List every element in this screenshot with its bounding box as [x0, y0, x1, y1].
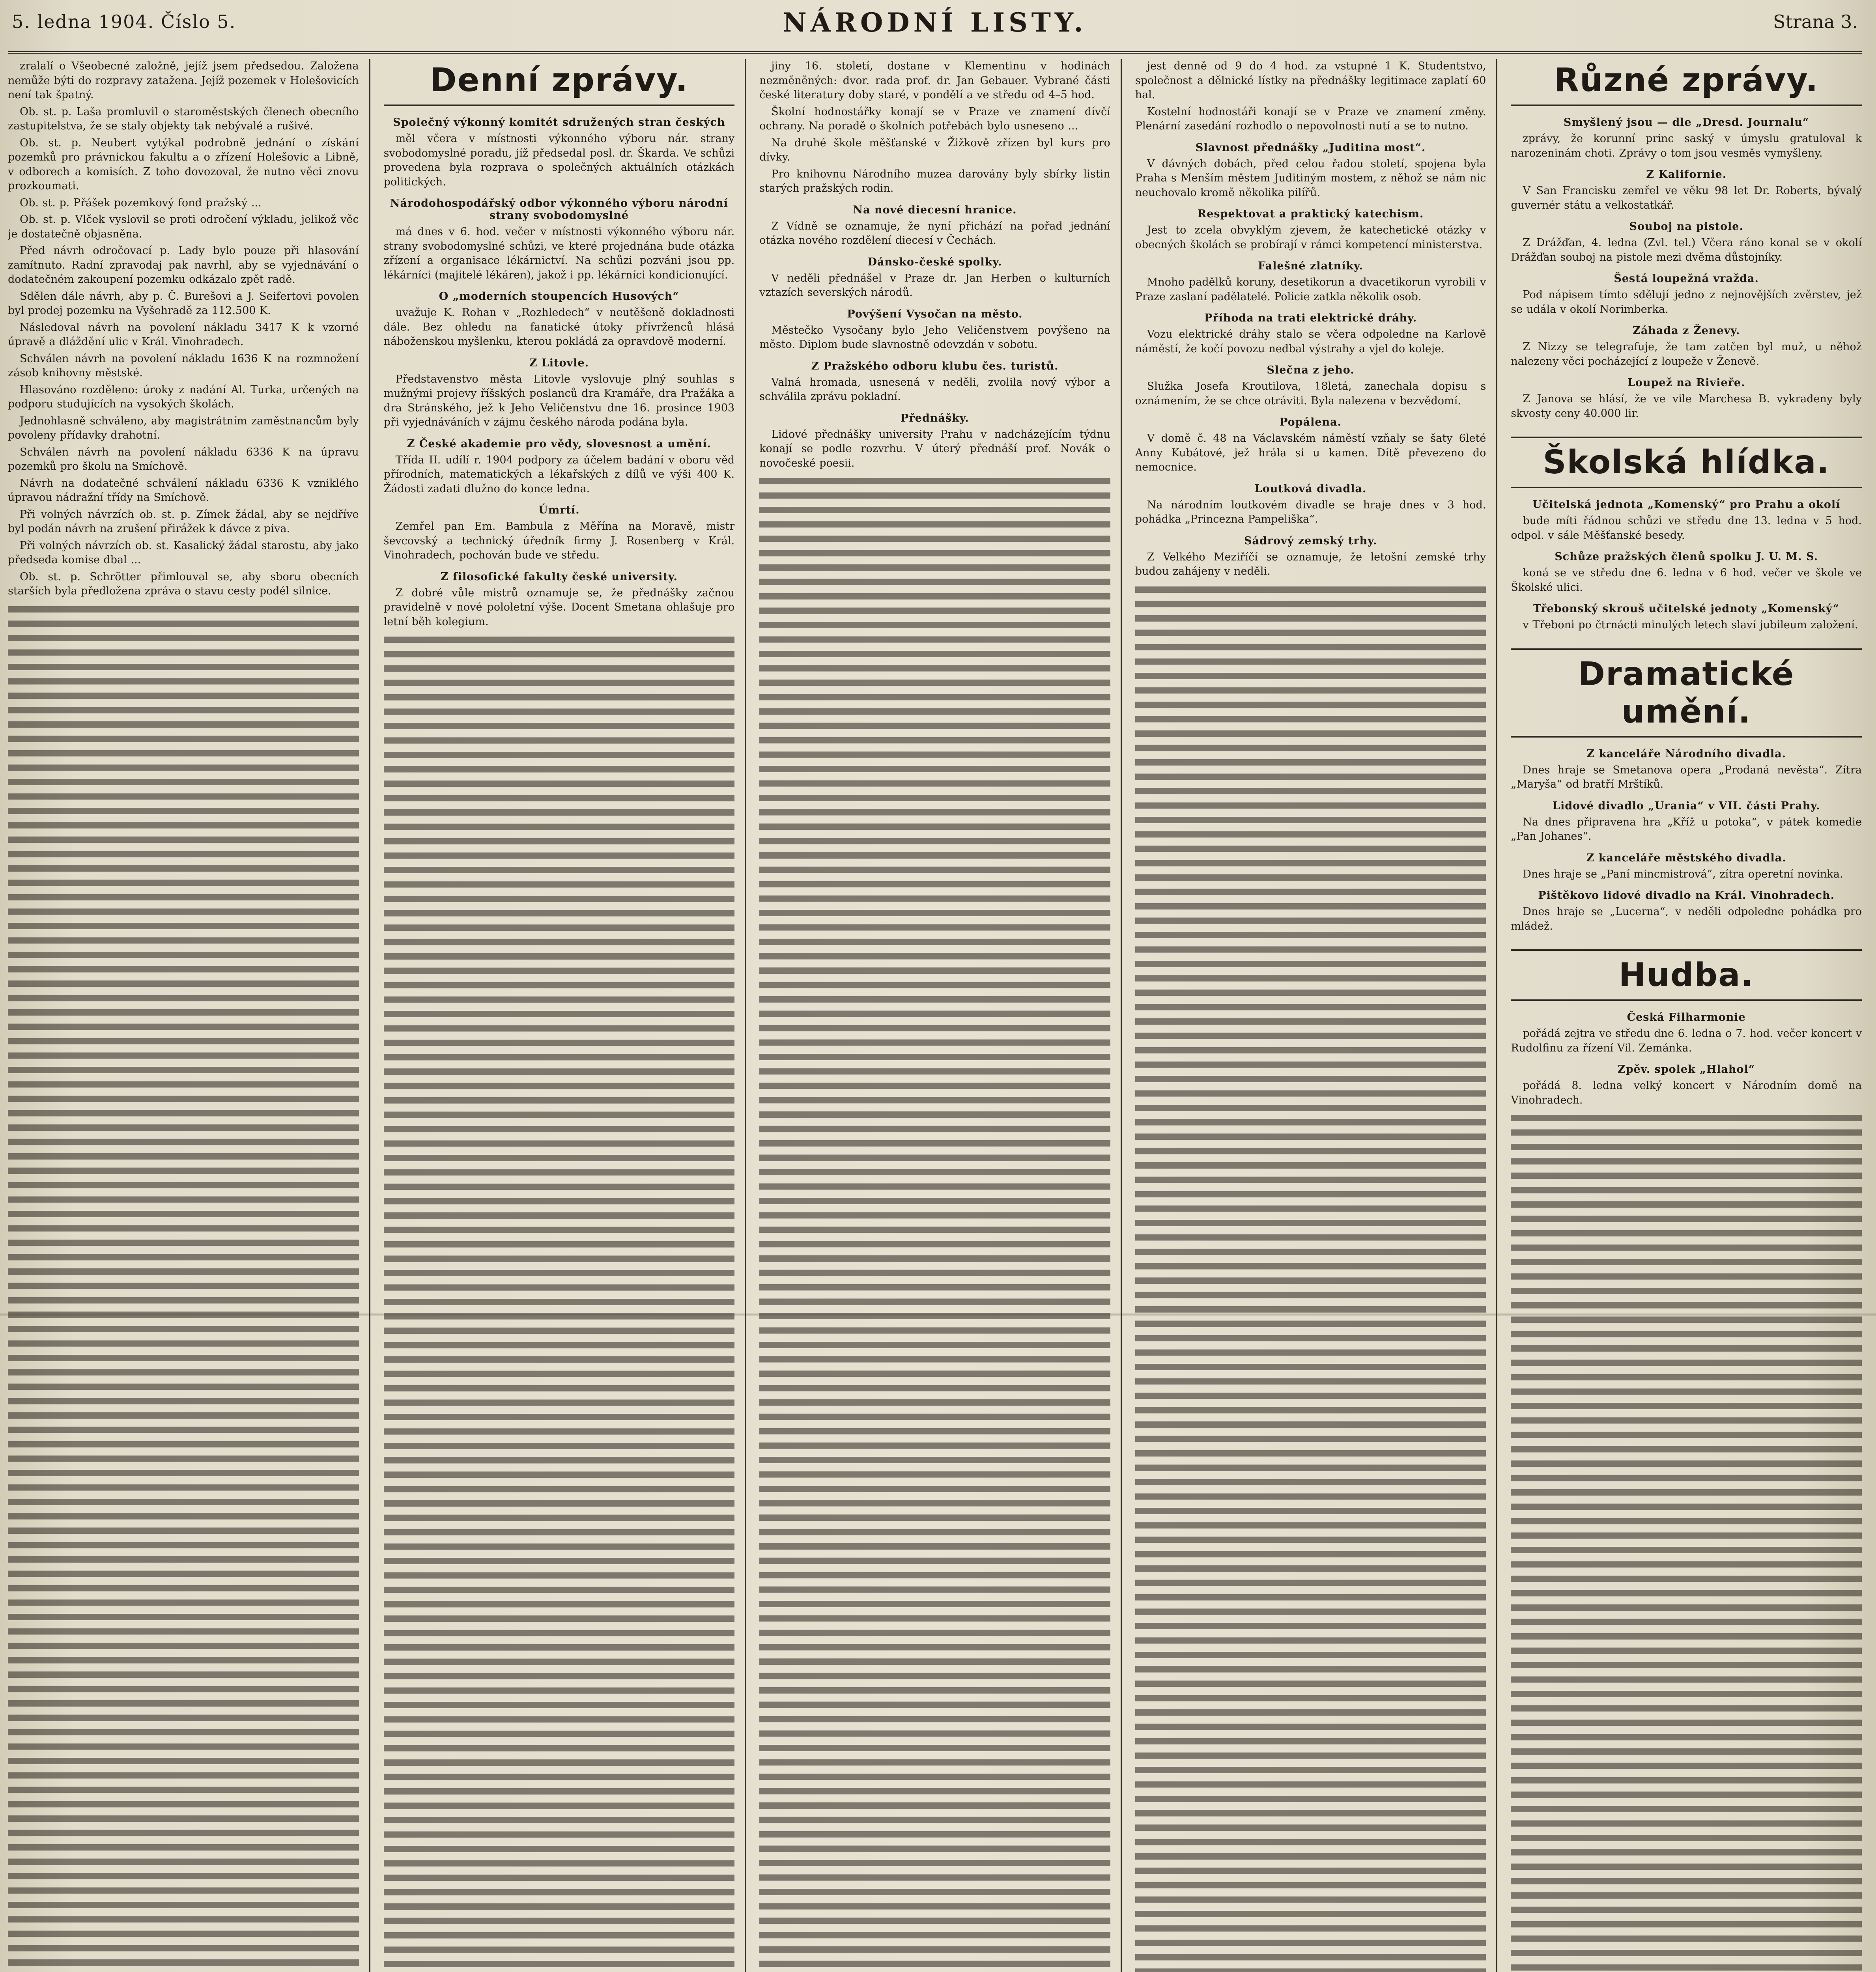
article-text: Vozu elektrické dráhy stalo se včera odpoledne na Karlově náměstí, že kočí povozu nedbal výstrahy a vjel do koleje. — [1135, 328, 1486, 355]
section-heading: Hudba. — [1511, 949, 1862, 1001]
article-title: Respektovat a praktický katechism. — [1197, 208, 1424, 220]
article-title: Slavnost přednášky „Juditina most“. — [1195, 141, 1426, 154]
newspaper-title: NÁRODNÍ LISTY. — [783, 7, 1087, 38]
article-text: bude míti řádnou schůzi ve středu dne 13. ledna v 5 hod. odpol. v sále Měšťanské besedy. — [1511, 515, 1862, 542]
article-title: Souboj na pistole. — [1629, 220, 1743, 233]
article-title: Učitelská jednota „Komenský“ pro Prahu a okolí — [1532, 499, 1840, 511]
article-title: Z filosofické fakulty české university. — [440, 570, 678, 583]
article-paragraph: Školní hodnostářky konají se v Praze ve znamení dívčí ochrany. Na poradě o školních potřebách bylo usneseno ... — [759, 105, 1110, 132]
article-paragraph: Schválen návrh na povolení nákladu 1636 K na rozmnožení zásob knihovny městské. — [8, 352, 359, 379]
article-paragraph: Ob. st. p. Vlček vyslovil se proti odročení výkladu, jelikož věc je dostatečně objasněna. — [8, 213, 359, 240]
section-heading: Dramatické umění. — [1511, 648, 1862, 738]
article-title: Třebonský skrouš učitelské jednoty „Komenský“ — [1533, 603, 1840, 615]
article-text: Jest to zcela obvyklým zjevem, že katechetické otázky v obecných školách se probírají v rámci kompetencí ministerstva. — [1135, 224, 1486, 251]
article-text: Pod nápisem tímto sdělují jedno z nejnovějších zvěrstev, jež se udála v okolí Norimberka. — [1511, 289, 1862, 316]
article-text: pořádá 8. ledna velký koncert v Národním domě na Vinohradech. — [1511, 1079, 1862, 1106]
article-title: Zpěv. spolek „Hlahol“ — [1617, 1063, 1755, 1076]
article-paragraph: Jednohlasně schváleno, aby magistrátním zaměstnancům byly povoleny přídavky drahotní. — [8, 415, 359, 441]
article-title: Slečna z jeho. — [1267, 364, 1355, 376]
article-title: Z Pražského odboru klubu čes. turistů. — [811, 360, 1059, 372]
article-title: Z kanceláře městského divadla. — [1586, 852, 1786, 864]
article-paragraph: jest denně od 9 do 4 hod. za vstupné 1 K. Studentstvo, společnost a dělnické lístky na přednášky legitimace zaplatí 60 hal. — [1135, 60, 1486, 101]
newsprint-text-block — [384, 633, 735, 1972]
article-text: měl včera v místnosti výkonného výboru nár. strany svobodomyslné poradu, jíž předsedal posl. dr. Škarda. Ve schůzi provedena byla rozprava o společných aktuálních otázkách politických. — [383, 133, 735, 188]
section-heading: Denní zprávy. — [384, 62, 735, 106]
article-text: Z Nizzy se telegrafuje, že tam zatčen byl muž, u něhož nalezeny věci pocházející z loupeže v Ženevě. — [1511, 341, 1862, 368]
article-text: Z Velkého Meziříčí se oznamuje, že letošní zemské trhy budou zahájeny v neděli. — [1135, 551, 1486, 577]
column-4 — [1135, 59, 1498, 1972]
article-text: Dnes hraje se Smetanova opera „Prodaná nevěsta“. Zítra „Maryša“ od bratří Mrštíků. — [1511, 764, 1862, 790]
newsprint-text-block — [8, 603, 359, 1972]
article-text: Představenstvo města Litovle vyslovuje plný souhlas s mužnými projevy říšských poslanců dra Kramáře, dra Pražáka a dra Stránského, jež k Jeho Veličenstvu dne 16. prosince 1903 při vyjednáváních v zájmu českého národa podána byla. — [383, 373, 735, 428]
article-text: zprávy, že korunní princ saský v úmyslu gratuloval k narozeninám choti. Zprávy o tom jsou vesměs vymyšleny. — [1511, 133, 1862, 159]
section-heading: Školská hlídka. — [1511, 437, 1862, 488]
article-title: Z Kalifornie. — [1646, 168, 1727, 181]
article-paragraph: zralalí o Všeobecné založně, jejíž jsem předsedou. Založena nemůže býti do rozpravy zatažena. Jejíž pozemek v Holešovicích není tak špatný. — [8, 60, 359, 101]
article-title: Smyšlený jsou — dle „Dresd. Journalu“ — [1563, 116, 1809, 129]
article-title: Na nové diecesní hranice. — [853, 204, 1017, 216]
article-text: V dávných dobách, před celou řadou století, spojena byla Praha s Menším městem Juditiným mostem, z něhož se nám nic neuchovalo kromě několika pilířů. — [1135, 157, 1486, 199]
article-title: Popálena. — [1280, 416, 1342, 428]
article-paragraph: Návrh na dodatečné schválení nákladu 6336 K vzniklého úpravou nádražní třídy na Smíchově. — [8, 477, 359, 504]
article-text: Z Vídně se oznamuje, že nyní přichází na pořad jednání otázka nového rozdělení diecesí v Čechách. — [759, 220, 1110, 246]
article-text: Valná hromada, usnesená v neděli, zvolila nový výbor a schválila zprávu pokladní. — [759, 376, 1110, 403]
article-title: Falešné zlatníky. — [1258, 260, 1364, 272]
article-paragraph: Ob. st. p. Laša promluvil o staroměstských členech obecního zastupitelstva, že se staly objekty tak nebývalé a rušivé. — [8, 105, 359, 132]
article-title: Záhada z Ženevy. — [1633, 325, 1740, 337]
article-paragraph: Schválen návrh na povolení nákladu 6336 K na úpravu pozemků pro školu na Smíchově. — [8, 446, 359, 472]
article-paragraph: Sdělen dále návrh, aby p. Č. Burešovi a J. Seifertovi povolen byl prodej pozemku na Vyšehradě za 112.500 K. — [8, 290, 359, 317]
article-text: Městečko Vysočany bylo Jeho Veličenstvem povýšeno na město. Diplom bude slavnostně odevzdán v sobotu. — [759, 324, 1110, 351]
date-issue: 5. ledna 1904. Číslo 5. — [12, 11, 236, 32]
article-paragraph: jiny 16. století, dostane v Klementinu v hodinách nezměněných: dvor. rada prof. dr. Jan Gebauer. Vybrané části české literatury doby staré, v pondělí a ve středu od 4–5 hod. — [759, 60, 1110, 101]
article-text: uvažuje K. Rohan v „Rozhledech“ v neutěšeně dokladnosti dále. Bez ohledu na fanatické útoky přívrženců hlásá náboženskou myšlenku, kterou pokládá za opravdově moderní. — [383, 306, 735, 347]
article-title: Schůze pražských členů spolku J. U. M. S. — [1555, 551, 1818, 563]
article-title: Šestá loupežná vražda. — [1614, 273, 1759, 285]
article-title: Pištěkovo lidové divadlo na Král. Vinohradech. — [1538, 889, 1835, 902]
article-title: Úmrtí. — [538, 504, 580, 516]
article-text: Třída II. udílí r. 1904 podpory za účelem badání v oboru věd přírodních, matematických a lékařských z dílů ve výši 400 K. Žádosti zadati dlužno do konce ledna. — [383, 454, 735, 495]
article-text: Z Janova se hlásí, že ve vile Marchesa B. vykradeny byly skvosty ceny 40.000 lir. — [1511, 393, 1862, 420]
article-text: Dnes hraje se „Lucerna“, v neděli odpoledne pohádka pro mládež. — [1511, 906, 1862, 932]
article-title: Lidové divadlo „Urania“ v VII. části Prahy. — [1552, 799, 1820, 812]
article-title: Loutková divadla. — [1254, 482, 1367, 495]
article-text: Na národním loutkovém divadle se hraje dnes v 3 hod. pohádka „Princezna Pampeliška“. — [1135, 499, 1486, 525]
article-paragraph: Na druhé škole měšťanské v Žižkově zřízen byl kurs pro dívky. — [759, 136, 1110, 163]
article-paragraph: Při volných návrzích ob. st. p. Zímek žádal, aby se nejdříve byl podán návrh na zrušení přirážek k dávce z piva. — [8, 508, 359, 535]
article-text: Z dobré vůle mistrů oznamuje se, že přednášky začnou pravidelně v nové pololetní výše. Docent Smetana ohlašuje pro letní běh kolegium. — [383, 586, 735, 628]
column-2 — [384, 59, 746, 1972]
columns — [8, 59, 1862, 1972]
article-text: Zemřel pan Em. Bambula z Měřína na Moravě, mistr ševcovský a technický úředník firmy J. Rosenberg v Král. Vinohradech, pochován bude ve středu. — [383, 520, 735, 561]
article-title: O „moderních stoupencích Husových“ — [439, 290, 679, 303]
article-text: Na dnes připravena hra „Kříž u potoka“, v pátek komedie „Pan Johanes“. — [1511, 816, 1862, 842]
article-text: V domě č. 48 na Václavském náměstí vzňaly se šaty 6leté Anny Kubátové, jež hrála si u kamen. Dítě převezeno do nemocnice. — [1135, 432, 1486, 473]
article-title: Společný výkonný komitét sdružených stran českých — [393, 116, 725, 129]
article-text: Mnoho padělků koruny, desetikorun a dvacetikorun vyrobili v Praze zaslaní padělatelé. Policie zatkla několik osob. — [1135, 276, 1486, 303]
article-text: koná se ve středu dne 6. ledna v 6 hod. večer ve škole ve Školské ulici. — [1511, 567, 1862, 594]
column-5 — [1511, 59, 1862, 1972]
masthead — [8, 4, 1862, 54]
newsprint-text-block — [1135, 583, 1486, 1972]
section-heading: Různé zprávy. — [1511, 62, 1862, 106]
article-text: V neděli přednášel v Praze dr. Jan Herben o kulturních vztazích severských národů. — [759, 272, 1110, 299]
newsprint-text-block — [759, 474, 1110, 1972]
article-paragraph: Kostelní hodnostáři konají se v Praze ve znamení změny. Plenární zasedání rozhodlo o nepovolnosti nutí a se to nutno. — [1135, 105, 1486, 132]
article-paragraph: Při volných návrzích ob. st. Kasalický žádal starostu, aby jako předseda komise dbal ... — [8, 539, 359, 566]
article-paragraph: Pro knihovnu Národního muzea darovány byly sbírky listin starých pražských rodin. — [759, 168, 1110, 194]
article-paragraph: Hlasováno rozděleno: úroky z nadání Al. Turka, určených na podporu studujících na vysokých školách. — [8, 383, 359, 410]
column-1 — [8, 59, 370, 1972]
article-title: Dánsko-české spolky. — [867, 256, 1002, 268]
article-paragraph: Následoval návrh na povolení nákladu 3417 K k vzorné úpravě a dláždění ulic v Král. Vinohradech. — [8, 321, 359, 348]
article-text: v Třeboni po čtrnácti minulých letech slaví jubileum založení. — [1523, 619, 1858, 631]
article-text: Služka Josefa Kroutilova, 18letá, zanechala dopisu s oznámením, že se chce otráviti. Byla nalezena v bezvědomí. — [1135, 380, 1486, 407]
column-3 — [759, 59, 1122, 1972]
article-text: má dnes v 6. hod. večer v místnosti výkonného výboru nár. strany svobodomyslné schůzi, ve které projednána bude otázka zřízení a organisace lékárnictví. Na schůzi pozváni jsou pp. lékárníci (majitelé lékáren), jakož i pp. lékárníci kondicionující. — [383, 226, 735, 281]
article-paragraph: Ob. st. p. Schrötter přimlouval se, aby sboru obecních starších byla předložena zpráva o stavu cesty podél silnice. — [8, 570, 359, 597]
article-title: Národohospodářský odbor výkonného výboru národní strany svobodomyslné — [390, 197, 729, 222]
article-text: Z Drážďan, 4. ledna (Zvl. tel.) Včera ráno konal se v okolí Drážďan souboj na pistole mezi dvěma důstojníky. — [1511, 237, 1862, 263]
article-title: Příhoda na trati elektrické dráhy. — [1204, 312, 1417, 324]
article-text: pořádá zejtra ve středu dne 6. ledna o 7. hod. večer koncert v Rudolfinu za řízení Vil. Zemánka. — [1511, 1027, 1862, 1054]
article-text: Dnes hraje se „Paní mincmistrová“, zítra operetní novinka. — [1523, 868, 1843, 880]
article-title: Česká Filharmonie — [1627, 1011, 1746, 1023]
article-title: Z Litovle. — [529, 357, 589, 369]
article-title: Z kanceláře Národního divadla. — [1586, 747, 1786, 760]
article-paragraph: Před návrh odročovací p. Lady bylo pouze při hlasování zamítnuto. Radní zpravodaj pak navrhl, aby se vyjednávání o dodatečném zakoupení pozemku odkázalo zpět radě. — [8, 245, 359, 286]
article-text: V San Francisku zemřel ve věku 98 let Dr. Roberts, bývalý guvernér státu a velkostatkář. — [1511, 185, 1862, 211]
article-paragraph: Ob. st. p. Přášek pozemkový fond pražský ... — [20, 196, 262, 209]
article-title: Přednášky. — [901, 412, 969, 424]
article-title: Loupež na Rivieře. — [1627, 377, 1745, 389]
article-title: Z České akademie pro vědy, slovesnost a umění. — [407, 437, 712, 450]
article-paragraph: Ob. st. p. Neubert vytýkal podrobně jednání o získání pozemků pro právnickou fakultu a o zřízení Holešovic a Libně, v odborech a komisích. Z toho dovozoval, že nutno věci znovu prozkoumati. — [8, 136, 359, 192]
page-number: Strana 3. — [1773, 11, 1858, 32]
article-title: Povýšení Vysočan na město. — [847, 308, 1023, 320]
newsprint-text-block — [1511, 1111, 1862, 1972]
article-title: Sádrový zemský trhy. — [1244, 534, 1377, 547]
article-text: Lidové přednášky university Prahu v nadcházejícím týdnu konají se podle rozvrhu. V úterý přednáší prof. Novák o novočeské poesii. — [759, 428, 1110, 469]
